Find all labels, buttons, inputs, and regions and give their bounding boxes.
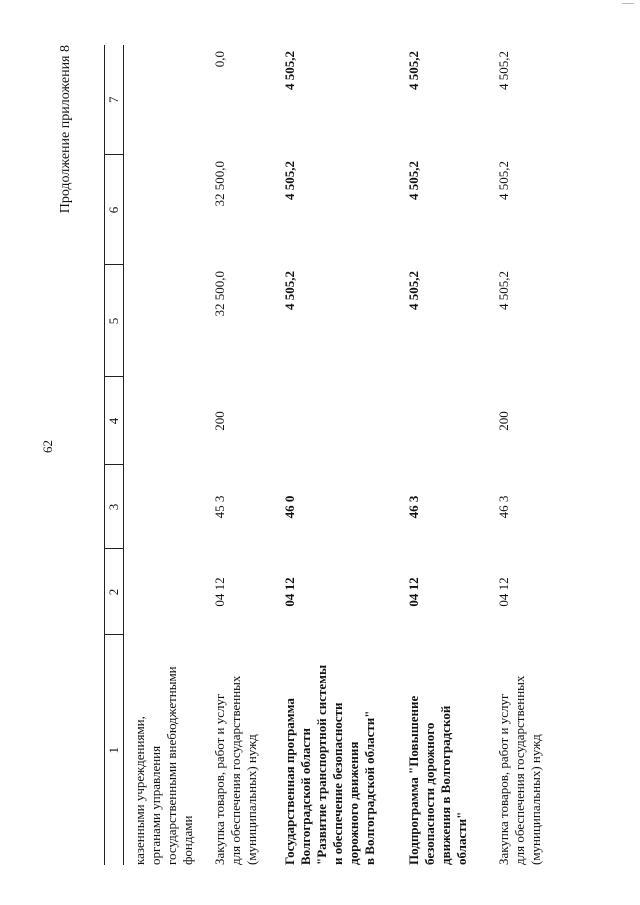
- expense-type: 200: [212, 411, 227, 431]
- col-header-5: 5: [105, 265, 124, 377]
- col-header-2: 2: [105, 549, 124, 635]
- amount-col-6: 32 500,0: [212, 161, 227, 207]
- amount-col-6: 4 505,2: [406, 161, 421, 200]
- amount-col-7: 4 505,2: [496, 51, 511, 90]
- expense-type: [406, 377, 496, 465]
- section-code: 04 12: [212, 577, 227, 607]
- amount-col-5: 4 505,2: [282, 271, 297, 310]
- amount-col-7: 4 505,2: [282, 51, 297, 90]
- amount-col-7: 4 505,2: [406, 51, 421, 90]
- table-row: [124, 45, 213, 865]
- column-number-header: [105, 45, 124, 865]
- target-article: 46 3: [406, 495, 421, 519]
- scan-mark: [622, 3, 634, 4]
- section-code: [124, 549, 213, 635]
- section-code: 04 12: [406, 577, 421, 607]
- col-header-1: 1: [105, 635, 124, 865]
- col-header-7: 7: [105, 45, 124, 155]
- amount-col-6: [124, 155, 213, 265]
- amount-col-5: 32 500,0: [212, 271, 227, 317]
- expense-type: [124, 377, 213, 465]
- amount-col-7: [124, 45, 213, 155]
- row-name: Государственная программа Волгоградской области "Развитие транспортной системы и обеспечение безопасности дорожного движения в Волгоградской области": [282, 664, 377, 865]
- section-code: 04 12: [282, 577, 297, 607]
- target-article: [124, 465, 213, 549]
- amount-col-6: 4 505,2: [496, 161, 511, 200]
- table-row: [406, 45, 496, 865]
- col-header-6: 6: [105, 155, 124, 265]
- row-name: Закупка товаров, работ и услуг для обеспечения государственных (муниципальных) нужд: [212, 675, 259, 865]
- table-row: [212, 45, 282, 865]
- target-article: 46 3: [496, 495, 511, 519]
- table-row: [496, 45, 556, 865]
- amount-col-5: 4 505,2: [496, 271, 511, 310]
- budget-table: [104, 45, 556, 865]
- expense-type: [282, 377, 406, 465]
- table-row: [282, 45, 406, 865]
- expense-type: 200: [496, 411, 511, 431]
- row-name: казенными учреждениями, органами управления государственными внебюджетными фондами: [132, 666, 195, 865]
- target-article: 46 0: [282, 495, 297, 519]
- target-article: 45 3: [212, 495, 227, 519]
- col-header-4: 4: [105, 377, 124, 465]
- row-name: Закупка товаров, работ и услуг для обеспечения государственных (муниципальных) нужд: [496, 675, 543, 865]
- page-number: 62: [40, 440, 55, 453]
- col-header-3: 3: [105, 465, 124, 549]
- rotated-content: [60, 45, 580, 865]
- row-name: Подпрограмма "Повышение безопасности дорожного движения в Волгоградской области": [406, 695, 469, 865]
- amount-col-7: 0,0: [212, 51, 227, 68]
- amount-col-6: 4 505,2: [282, 161, 297, 200]
- section-code: 04 12: [496, 577, 511, 607]
- continuation-label: Продолжение приложения 8: [58, 45, 73, 214]
- amount-col-5: 4 505,2: [406, 271, 421, 310]
- amount-col-5: [124, 265, 213, 377]
